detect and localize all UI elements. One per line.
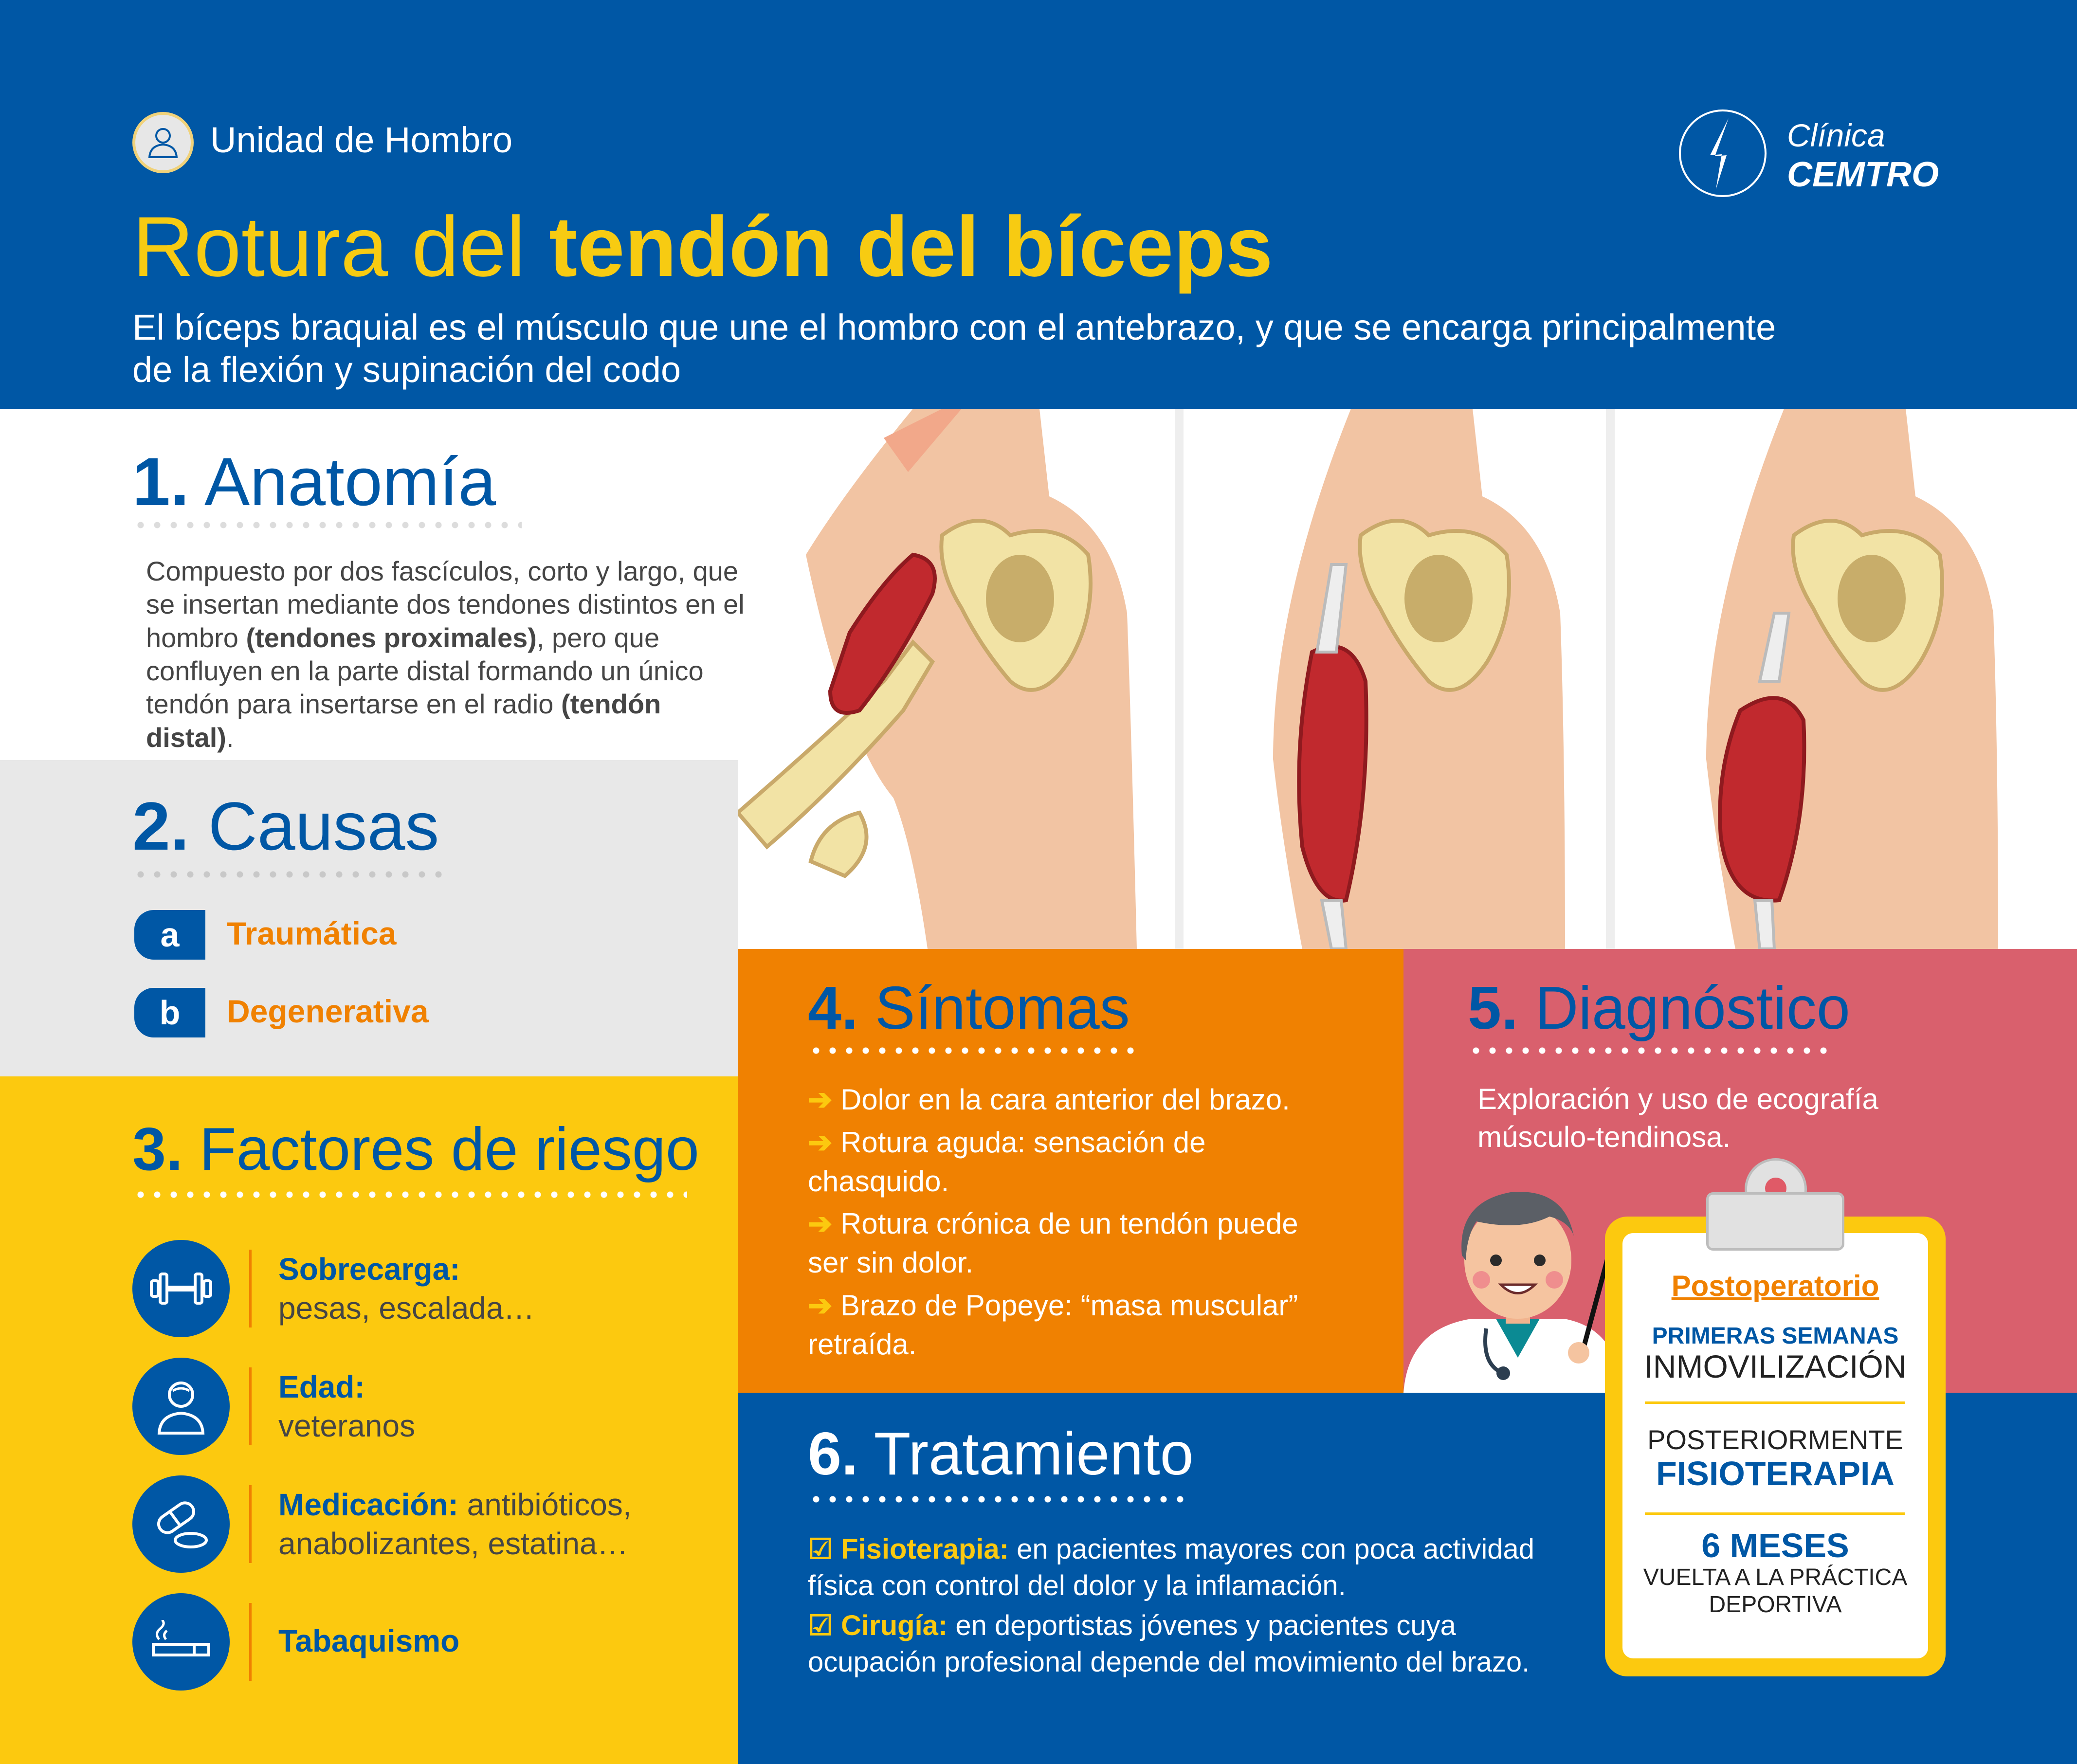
risk-divider [249, 1367, 252, 1445]
section-title-anatomia [132, 443, 496, 520]
sintomas-list [808, 1080, 1382, 1364]
risk-divider [249, 1603, 252, 1681]
clipboard-divider [1645, 1401, 1905, 1404]
section-name: Anatomía [204, 443, 496, 520]
dotted-divider [132, 871, 444, 878]
treatment-bold: Fisioterapia: [841, 1533, 1009, 1565]
symptom-item [808, 1123, 1382, 1201]
tratamiento-list [808, 1531, 1606, 1681]
arrow-right-icon: ➔ [808, 1289, 833, 1322]
section-number: 5. [1468, 975, 1518, 1042]
title-light: Rotura del [132, 200, 549, 294]
arrow-right-icon: ➔ [808, 1083, 833, 1116]
dotted-divider [132, 522, 522, 528]
clipboard-text: 6 MESES [1701, 1527, 1849, 1564]
clipboard-title: Postoperatorio [1671, 1270, 1879, 1302]
shoulder-illustrations [738, 409, 2077, 949]
section-name: Diagnóstico [1534, 975, 1850, 1042]
treatment-item [808, 1607, 1606, 1681]
risk-item-edad [278, 1367, 415, 1445]
arrow-right-icon: ➔ [808, 1126, 833, 1159]
text-run: hombro [146, 622, 246, 653]
check-icon: ☑ [808, 1609, 833, 1641]
symptom-text: chasquido. [808, 1164, 949, 1198]
dumbbell-icon [132, 1240, 230, 1337]
section-number: 2. [132, 788, 189, 864]
risk-rest: anabolizantes, estatina… [278, 1526, 628, 1561]
text-run: , pero que [536, 622, 660, 653]
section-number: 3. [132, 1116, 183, 1183]
dotted-divider [1468, 1047, 1828, 1054]
risk-item-medicacion [278, 1485, 632, 1563]
text-run-bold: (tendón distal) [146, 689, 661, 753]
section-number: 4. [808, 975, 858, 1042]
symptom-item [808, 1080, 1382, 1119]
treatment-text: física con control del dolor y la inflamación. [808, 1570, 1346, 1602]
page-title [132, 200, 1273, 294]
clipboard-text: PRIMERAS SEMANAS [1652, 1323, 1899, 1349]
section-number: 6. [808, 1420, 858, 1488]
section-number: 1. [132, 443, 189, 520]
symptom-text: Dolor en la cara anterior del brazo. [840, 1083, 1290, 1116]
doctor-icon [1403, 1163, 1627, 1393]
clipboard-text: INMOVILIZACIÓN [1644, 1348, 1907, 1384]
anatomia-text [146, 555, 754, 754]
text-run-bold: (tendones proximales) [246, 622, 537, 653]
cause-label: Traumática [227, 915, 397, 951]
page-subtitle [132, 307, 1982, 391]
risk-bold: Tabaquismo [278, 1623, 460, 1658]
risk-divider [249, 1250, 252, 1328]
risk-rest: veteranos [278, 1408, 416, 1443]
text-run: tendón para insertarse en el radio [146, 689, 561, 720]
risk-bold: Medicación: [278, 1487, 458, 1522]
risk-item-sobrecarga [278, 1250, 535, 1328]
unit-label: Unidad de Hombro [210, 120, 513, 160]
risk-item-tabaquismo [278, 1621, 459, 1660]
text-line: confluyen en la parte distal formando un único [146, 655, 704, 686]
treatment-bold: Cirugía: [841, 1609, 948, 1641]
subtitle-line: de la flexión y supinación del codo [132, 349, 681, 390]
text-line: Compuesto por dos fascículos, corto y largo, que [146, 556, 739, 586]
text-line: se insertan mediante dos tendones distintos en el [146, 589, 745, 620]
risk-bold: Sobrecarga: [278, 1252, 460, 1287]
clipboard-text: POSTERIORMENTE [1647, 1424, 1903, 1455]
text-line [146, 688, 754, 754]
section-title-tratamiento [808, 1420, 1194, 1488]
elderly-person-icon [132, 1358, 230, 1455]
section-name: Factores de riesgo [199, 1116, 699, 1183]
pills-icon [132, 1475, 230, 1573]
section-name: Síntomas [875, 975, 1130, 1042]
shoulder-anatomy-illustration [738, 409, 2077, 949]
text-line: músculo-tendinosa. [1477, 1121, 1731, 1153]
section-title-causas [132, 788, 439, 864]
clipboard-text: VUELTA A LA PRÁCTICA [1643, 1564, 1908, 1590]
cause-label: Degenerativa [227, 993, 429, 1029]
section-title-riesgo [132, 1116, 699, 1183]
clipboard-text: DEPORTIVA [1709, 1592, 1842, 1618]
lightning-logo-icon [1679, 109, 1767, 197]
clipboard-clip [1706, 1192, 1844, 1251]
section-title-sintomas [808, 975, 1130, 1042]
dotted-divider [808, 1496, 1192, 1503]
cause-letter-b: b [134, 988, 205, 1037]
symptom-item [808, 1204, 1382, 1282]
treatment-text: en deportistas jóvenes y pacientes cuya [947, 1609, 1456, 1641]
risk-divider [249, 1485, 252, 1563]
text-line [146, 621, 754, 655]
symptom-text: retraída. [808, 1328, 917, 1361]
symptom-text: ser sin dolor. [808, 1246, 974, 1279]
symptom-item [808, 1286, 1382, 1364]
clipboard-text: FISIOTERAPIA [1656, 1455, 1895, 1492]
dotted-divider [808, 1047, 1144, 1054]
treatment-text: ocupación profesional depende del movimiento del brazo. [808, 1646, 1530, 1678]
dotted-divider [132, 1191, 687, 1198]
treatment-text: en pacientes mayores con poca actividad [1008, 1533, 1535, 1565]
treatment-item [808, 1531, 1606, 1604]
section-name: Causas [208, 788, 439, 864]
title-bold: tendón del bíceps [549, 200, 1273, 294]
subtitle-line: El bíceps braquial es el músculo que une el hombro con el antebrazo, y que se encarga principalmente [132, 307, 1776, 347]
clipboard-divider [1645, 1512, 1905, 1515]
symptom-text: Brazo de Popeye: “masa muscular” [840, 1289, 1298, 1322]
text-run: . [226, 722, 234, 753]
diagnostico-text [1477, 1080, 2013, 1156]
doctor-illustration [1403, 1163, 1627, 1393]
check-icon: ☑ [808, 1533, 833, 1565]
cause-letter-a: a [134, 910, 205, 960]
section-name: Tratamiento [874, 1420, 1194, 1488]
cigarette-icon [132, 1593, 230, 1691]
risk-rest: antibióticos, [458, 1487, 632, 1522]
risk-bold: Edad: [278, 1369, 365, 1404]
user-shoulder-icon [132, 112, 194, 173]
section-title-diagnostico [1468, 975, 1850, 1042]
logo-clinica: Clínica [1787, 117, 1885, 153]
logo-cemtro: CEMTRO [1787, 155, 1939, 194]
risk-rest: pesas, escalada… [278, 1291, 535, 1326]
text-line: Exploración y uso de ecografía [1477, 1083, 1878, 1115]
symptom-text: Rotura aguda: sensación de [840, 1126, 1206, 1159]
arrow-right-icon: ➔ [808, 1207, 833, 1240]
symptom-text: Rotura crónica de un tendón puede [840, 1207, 1298, 1240]
